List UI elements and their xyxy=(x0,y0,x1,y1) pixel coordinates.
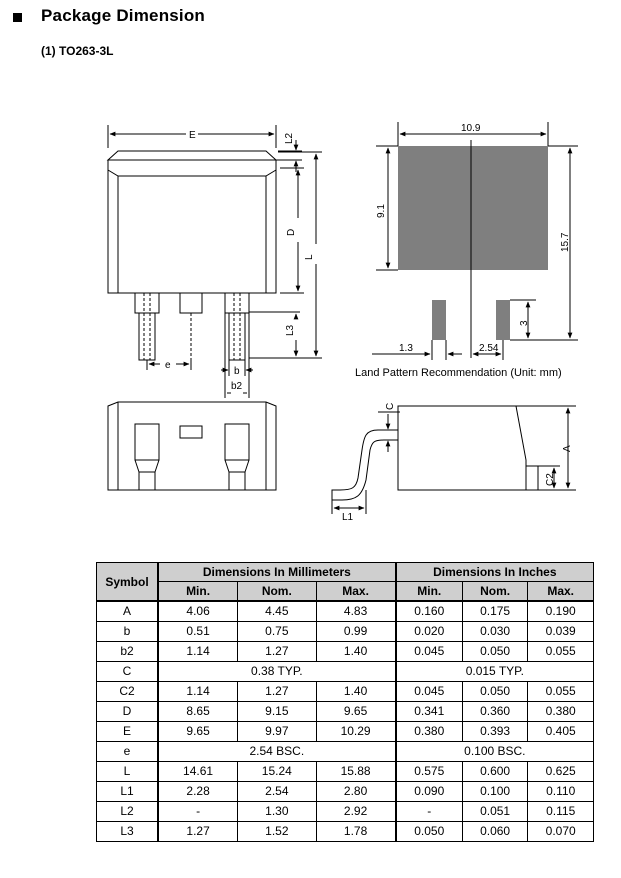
mm-nom-header: Nom. xyxy=(238,582,316,602)
page-title: Package Dimension xyxy=(41,6,206,25)
inch-max-cell: 0.380 xyxy=(528,702,594,722)
inch-min-cell: 0.050 xyxy=(396,822,463,842)
symbol-cell: E xyxy=(97,722,159,742)
inch-max-cell: 0.039 xyxy=(528,622,594,642)
mm-nom-cell: 9.15 xyxy=(238,702,316,722)
symbol-cell: e xyxy=(97,742,159,762)
table-row xyxy=(97,642,594,662)
inch-min-cell: 0.575 xyxy=(396,762,463,782)
dim-label-l1: L1 xyxy=(342,512,354,523)
inch-min-cell: 0.045 xyxy=(396,682,463,702)
package-subtitle: (1) TO263-3L xyxy=(41,44,114,58)
mm-min-cell: 9.65 xyxy=(158,722,238,742)
inch-nom-cell: 0.050 xyxy=(462,642,528,662)
symbol-header: Symbol xyxy=(97,563,159,602)
mm-max-cell: 1.40 xyxy=(316,682,396,702)
inch-max-cell: 0.070 xyxy=(528,822,594,842)
inch-max-cell: 0.190 xyxy=(528,601,594,622)
inch-min-cell: 0.045 xyxy=(396,642,463,662)
mm-nom-cell: 1.27 xyxy=(238,642,316,662)
mm-min-cell: 4.06 xyxy=(158,601,238,622)
symbol-cell: C xyxy=(97,662,159,682)
symbol-cell: A xyxy=(97,601,159,622)
mm-nom-cell: 1.30 xyxy=(238,802,316,822)
inch-nom-cell: 0.100 xyxy=(462,782,528,802)
inch-max-cell: 0.055 xyxy=(528,642,594,662)
table-row xyxy=(97,601,594,622)
mm-span-cell: 0.38 TYP. xyxy=(158,662,396,682)
land-height-label: 9.1 xyxy=(376,204,387,218)
inch-header: Dimensions In Inches xyxy=(396,563,594,582)
mm-nom-cell: 4.45 xyxy=(238,601,316,622)
table-row xyxy=(97,802,594,822)
mm-min-cell: 0.51 xyxy=(158,622,238,642)
mm-min-cell: 1.14 xyxy=(158,682,238,702)
mm-max-cell: 10.29 xyxy=(316,722,396,742)
dim-label-l3: L3 xyxy=(285,324,296,336)
mm-min-cell: 8.65 xyxy=(158,702,238,722)
side-view-drawing xyxy=(332,406,576,514)
inch-span-cell: 0.100 BSC. xyxy=(396,742,594,762)
land-pattern-drawing xyxy=(372,122,578,360)
dim-label-l: L xyxy=(304,254,315,260)
table-row xyxy=(97,722,594,742)
inch-max-cell: 0.055 xyxy=(528,682,594,702)
inch-max-cell: 0.115 xyxy=(528,802,594,822)
inch-min-cell: 0.020 xyxy=(396,622,463,642)
inch-max-cell: 0.625 xyxy=(528,762,594,782)
inch-min-cell: 0.341 xyxy=(396,702,463,722)
inch-nom-header: Nom. xyxy=(462,582,528,602)
dim-label-e-pitch: e xyxy=(165,360,171,371)
land-width-label: 10.9 xyxy=(461,123,481,134)
table-row xyxy=(97,762,594,782)
symbol-cell: L1 xyxy=(97,782,159,802)
mm-nom-cell: 2.54 xyxy=(238,782,316,802)
symbol-cell: L2 xyxy=(97,802,159,822)
symbol-cell: b2 xyxy=(97,642,159,662)
inch-min-cell: - xyxy=(396,802,463,822)
mm-min-cell: 1.27 xyxy=(158,822,238,842)
dim-label-d: D xyxy=(286,228,297,236)
table-row xyxy=(97,662,594,682)
inch-nom-cell: 0.050 xyxy=(462,682,528,702)
table-row xyxy=(97,702,594,722)
mm-max-cell: 15.88 xyxy=(316,762,396,782)
symbol-cell: D xyxy=(97,702,159,722)
inch-nom-cell: 0.060 xyxy=(462,822,528,842)
table-row xyxy=(97,742,594,762)
table-row xyxy=(97,622,594,642)
symbol-cell: L3 xyxy=(97,822,159,842)
inch-nom-cell: 0.175 xyxy=(462,601,528,622)
pad-spacing-label: 1.3 xyxy=(399,343,413,354)
table-row xyxy=(97,682,594,702)
inch-max-cell: 0.405 xyxy=(528,722,594,742)
mm-header: Dimensions In Millimeters xyxy=(158,563,396,582)
symbol-cell: b xyxy=(97,622,159,642)
mm-max-cell: 0.99 xyxy=(316,622,396,642)
mm-nom-cell: 1.52 xyxy=(238,822,316,842)
top-view-drawing xyxy=(108,125,322,398)
mm-min-cell: 2.28 xyxy=(158,782,238,802)
mm-max-cell: 2.92 xyxy=(316,802,396,822)
inch-min-cell: 0.090 xyxy=(396,782,463,802)
dim-label-c: C xyxy=(385,402,396,410)
mm-min-header: Min. xyxy=(158,582,238,602)
mm-max-cell: 9.65 xyxy=(316,702,396,722)
inch-nom-cell: 0.051 xyxy=(462,802,528,822)
mm-min-cell: 1.14 xyxy=(158,642,238,662)
dim-label-e-width: E xyxy=(189,130,196,141)
inch-min-cell: 0.160 xyxy=(396,601,463,622)
mm-max-cell: 4.83 xyxy=(316,601,396,622)
mm-max-cell: 1.78 xyxy=(316,822,396,842)
inch-nom-cell: 0.600 xyxy=(462,762,528,782)
mm-nom-cell: 9.97 xyxy=(238,722,316,742)
land-pattern-caption: Land Pattern Recommendation (Unit: mm) xyxy=(355,367,562,379)
dim-label-a: A xyxy=(562,445,573,452)
symbol-cell: L xyxy=(97,762,159,782)
inch-max-header: Max. xyxy=(528,582,594,602)
inch-max-cell: 0.110 xyxy=(528,782,594,802)
mm-max-cell: 1.40 xyxy=(316,642,396,662)
mm-nom-cell: 0.75 xyxy=(238,622,316,642)
bottom-view-drawing xyxy=(108,402,276,490)
symbol-cell: C2 xyxy=(97,682,159,702)
mm-nom-cell: 1.27 xyxy=(238,682,316,702)
pad-pitch-label: 2.54 xyxy=(479,343,499,354)
dim-label-b2: b2 xyxy=(231,381,243,392)
dim-label-c2: C2 xyxy=(545,473,556,486)
table-row xyxy=(97,782,594,802)
mm-max-header: Max. xyxy=(316,582,396,602)
table-row xyxy=(97,822,594,842)
inch-nom-cell: 0.030 xyxy=(462,622,528,642)
inch-min-cell: 0.380 xyxy=(396,722,463,742)
dim-label-b: b xyxy=(234,366,240,377)
dim-label-l2: L2 xyxy=(284,132,295,144)
mm-nom-cell: 15.24 xyxy=(238,762,316,782)
inch-min-header: Min. xyxy=(396,582,463,602)
inch-span-cell: 0.015 TYP. xyxy=(396,662,594,682)
mm-span-cell: 2.54 BSC. xyxy=(158,742,396,762)
mm-max-cell: 2.80 xyxy=(316,782,396,802)
mm-min-cell: - xyxy=(158,802,238,822)
land-total-height-label: 15.7 xyxy=(560,232,571,252)
pad-height-label: 3 xyxy=(519,320,530,326)
inch-nom-cell: 0.360 xyxy=(462,702,528,722)
dimension-table xyxy=(96,562,594,842)
inch-nom-cell: 0.393 xyxy=(462,722,528,742)
mm-min-cell: 14.61 xyxy=(158,762,238,782)
